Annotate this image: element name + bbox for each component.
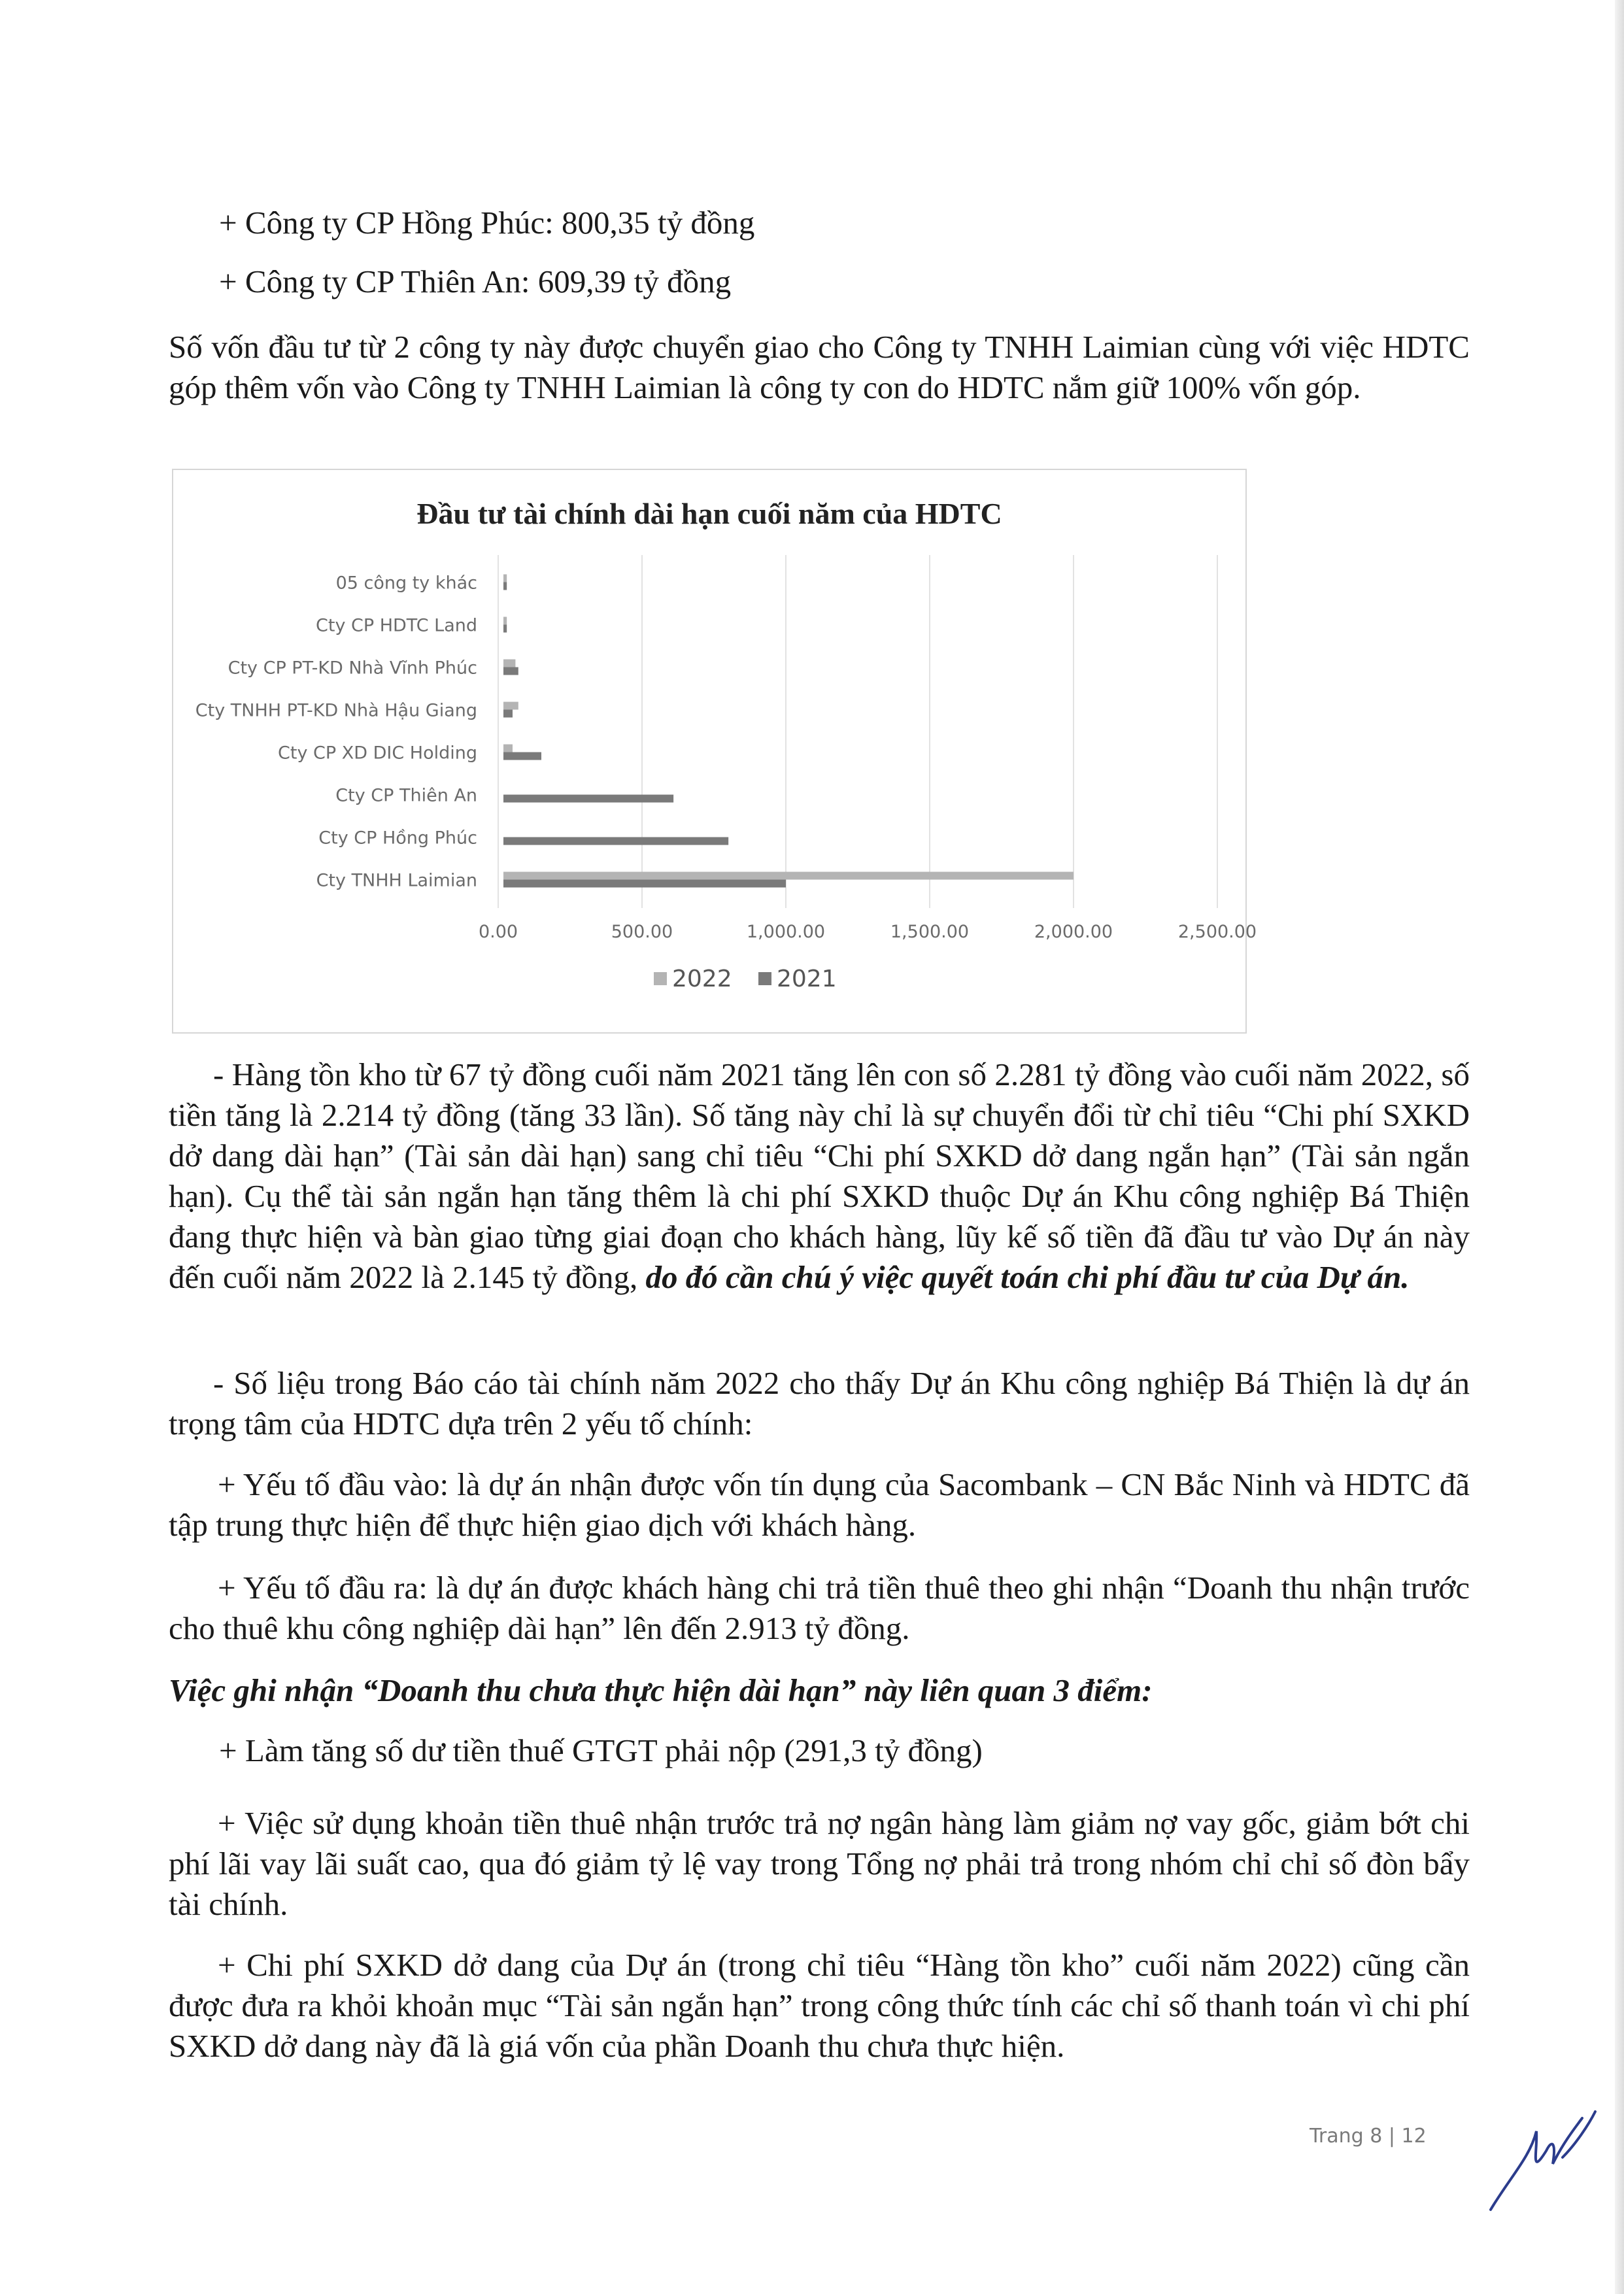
bar-2021 — [503, 710, 513, 718]
signature-mark — [1484, 2105, 1602, 2216]
x-tick-label: 0.00 — [478, 922, 518, 942]
point-vat: + Làm tăng số dư tiền thuế GTGT phải nộp (291,3 tỷ đồng) — [219, 1732, 983, 1768]
chart-plot — [173, 470, 1257, 1032]
footer-sep: | — [1388, 2125, 1395, 2148]
x-tick-label: 2,500.00 — [1177, 922, 1257, 942]
bar-2022 — [503, 702, 518, 710]
paragraph-transfer: Số vốn đầu tư từ 2 công ty này được chuyển giao cho Công ty TNHH Laimian cùng với việc HDTC góp thêm vốn vào Công ty TNHH Laimian là công ty con do HDTC nắm giữ 100% vốn góp. — [169, 329, 1470, 405]
category-label: Cty CP XD DIC Holding — [278, 743, 477, 764]
category-label: Cty CP Thiên An — [335, 785, 477, 806]
chart-title: Đầu tư tài chính dài hạn cuối năm của HDTC — [416, 497, 1002, 530]
x-tick-label: 2,000.00 — [1034, 922, 1113, 942]
bar-2022 — [503, 745, 513, 752]
category-label: Cty CP PT-KD Nhà Vĩnh Phúc — [228, 658, 477, 679]
category-label: Cty TNHH PT-KD Nhà Hậu Giang — [195, 700, 477, 721]
paragraph-inventory — [169, 1054, 1470, 1298]
bullet-hong-phuc: + Công ty CP Hồng Phúc: 800,35 tỷ đồng — [219, 205, 755, 241]
bar-2022 — [503, 575, 507, 582]
footer-page: 8 — [1370, 2125, 1383, 2148]
bar-2022 — [503, 617, 507, 625]
footer-total: 12 — [1401, 2125, 1427, 2148]
category-label: Cty CP HDTC Land — [316, 615, 477, 636]
inventory-text: - Hàng tồn kho từ 67 tỷ đồng cuối năm 2021 tăng lên con số 2.281 tỷ đồng vào cuối năm 2022, số tiền tăng là 2.214 tỷ đồng (tăng 33 lần). Số tăng này chỉ là sự chuyển đổi từ chỉ tiêu “Chi phí SXKD dở dang dài hạn” (Tài sản dài hạn) sang chỉ tiêu “Chi phí SXKD dở dang ngắn hạn” (Tài sản ngắn hạn). Cụ thể tài sản ngắn hạn tăng thêm là chi phí SXKD thuộc Dự án Khu công nghiệp Bá Thiện đang thực hiện và bàn giao từng giai đoạn cho khách hàng, lũy kế số tiền đã đầu tư vào Dự án này đến cuối năm 2022 là 2.145 tỷ đồng, — [169, 1056, 1470, 1295]
point-debt-repayment: + Việc sử dụng khoản tiền thuê nhận trước trả nợ ngân hàng làm giảm nợ vay gốc, giảm bớt chi phí lãi vay lãi suất cao, qua đó giảm tỷ lệ vay trong Tổng nợ phải trả trong nhóm chỉ chỉ số đòn bẩy tài chính. — [169, 1805, 1470, 1922]
legend-label-2021: 2021 — [777, 966, 837, 992]
bar-2021 — [503, 880, 786, 888]
paragraph-input-factor: + Yếu tố đầu vào: là dự án nhận được vốn tín dụng của Sacombank – CN Bắc Ninh và HDTC đã tập trung thực hiện để thực hiện giao dịch với khách hàng. — [169, 1466, 1470, 1543]
inventory-emphasis: do đó cần chú ý việc quyết toán chi phí đầu tư của Dự án. — [645, 1259, 1410, 1295]
bar-2022 — [503, 872, 1074, 880]
category-label: Cty TNHH Laimian — [316, 870, 477, 891]
page-footer — [1310, 2125, 1427, 2148]
x-tick-label: 500.00 — [611, 922, 673, 942]
x-tick-label: 1,500.00 — [890, 922, 970, 942]
legend-swatch-2021 — [758, 972, 771, 985]
bar-2021 — [503, 625, 507, 633]
x-tick-label: 1,000.00 — [746, 922, 826, 942]
footer-prefix: Trang — [1310, 2125, 1364, 2148]
paragraph-report: - Số liệu trong Báo cáo tài chính năm 2022 cho thấy Dự án Khu công nghiệp Bá Thiện là dự án trọng tâm của HDTC dựa trên 2 yếu tố chính: — [169, 1365, 1470, 1442]
category-label: Cty CP Hồng Phúc — [318, 828, 477, 849]
legend-swatch-2022 — [654, 972, 667, 985]
bar-2021 — [503, 667, 518, 675]
category-label: 05 công ty khác — [335, 573, 477, 594]
investment-chart — [172, 469, 1257, 1034]
bar-2021 — [503, 582, 507, 590]
bar-2021 — [503, 795, 673, 803]
heading-three-points: Việc ghi nhận “Doanh thu chưa thực hiện dài hạn” này liên quan 3 điểm: — [169, 1672, 1153, 1708]
bar-2021 — [503, 837, 728, 845]
bullet-thien-an: + Công ty CP Thiên An: 609,39 tỷ đồng — [219, 263, 732, 299]
bar-2021 — [503, 752, 541, 760]
paragraph-output-factor: + Yếu tố đầu ra: là dự án được khách hàng chi trả tiền thuê theo ghi nhận “Doanh thu nhận trước cho thuê khu công nghiệp dài hạn” lên đến 2.913 tỷ đồng. — [169, 1570, 1470, 1646]
page-edge — [1615, 0, 1624, 2294]
point-wip-cost: + Chi phí SXKD dở dang của Dự án (trong chỉ tiêu “Hàng tồn kho” cuối năm 2022) cũng cần được đưa ra khỏi khoản mục “Tài sản ngắn hạn” trong công thức tính các chỉ số thanh toán vì chi phí SXKD dở dang này đã là giá vốn của phần Doanh thu chưa thực hiện. — [169, 1947, 1470, 2064]
bar-2022 — [503, 660, 515, 667]
legend-label-2022: 2022 — [672, 966, 732, 992]
